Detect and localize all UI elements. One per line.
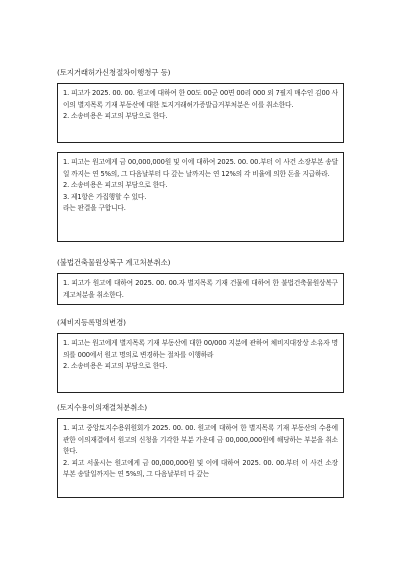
claim-box-registration-change xyxy=(57,333,344,393)
section-heading-expropriation: (토지수용이의재결처분취소) xyxy=(57,403,148,412)
claim-item: 라는 판결을 구합니다. xyxy=(63,204,126,213)
claim-item: 2. 소송비용은 피고의 부담으로 한다. xyxy=(63,181,168,190)
claim-box-illegal-building xyxy=(57,273,344,305)
section-heading-registration-change: (체비지등록명의변경) xyxy=(57,318,126,327)
claim-box-land-permit xyxy=(57,83,344,143)
section-heading-illegal-building: (불법건축물원상복구 계고처분취소) xyxy=(57,258,171,267)
claim-item: 2. 피고 서울시는 원고에게 금 00,000,000원 및 이에 대하여 2025. 00. 00.부터 이 사건 소장 부본 송달일까지는 연 5%의, 그 다음날부터 다 갚는 xyxy=(63,458,338,479)
claim-item: 1. 피고가 2025. 00. 00. 원고에 대하여 한 00도 00군 00면 00리 000 외 7필지 매수인 김00 사이의 별지목록 기재 부동산에 대한 토지거래허가증발급거부처분은 이를 취소한다. xyxy=(63,89,338,109)
claim-item: 1. 피고가 원고에 대하여 2025. 00. 00.자 별지목록 기재 건물에 대하여 한 불법건축물원상복구 계고처분을 취소한다. xyxy=(63,279,338,299)
claim-item: 1. 피고는 원고에게 금 00,000,000원 및 이에 대하여 2025. 00. 00.부터 이 사건 소장부본 송달일 까지는 연 5%의, 그 다음날부터 다 갚는 날까지는 연 12%의 각 비율에 의한 돈을 지급하라. xyxy=(63,158,338,178)
claim-item: 1. 피고 중앙토지수용위원회가 2025. 00. 00. 원고에 대하여 한 별지목록 기재 부동산의 수용에 관한 이의재결에서 원고의 신청을 기각한 부분 가운데 금 00,000,000원에 해당하는 부분을 취소한다. xyxy=(63,424,338,456)
claim-item: 2. 소송비용은 피고의 부담으로 한다. xyxy=(63,112,168,121)
section-heading-land-permit: (토지거래허가신청절차이행청구 등) xyxy=(57,68,171,77)
claim-item: 2. 소송비용은 피고의 부담으로 한다. xyxy=(63,362,168,371)
claim-box-payment xyxy=(57,152,344,242)
claim-box-expropriation xyxy=(57,418,344,498)
claim-item: 1. 피고는 원고에게 별지목록 기재 부동산에 대한 00/000 지분에 관하여 체비지대장상 소유자 명의를 000에서 원고 명의로 변경하는 절차를 이행하라 xyxy=(63,339,338,359)
claim-item: 3. 제1항은 가집행할 수 있다. xyxy=(63,192,147,201)
